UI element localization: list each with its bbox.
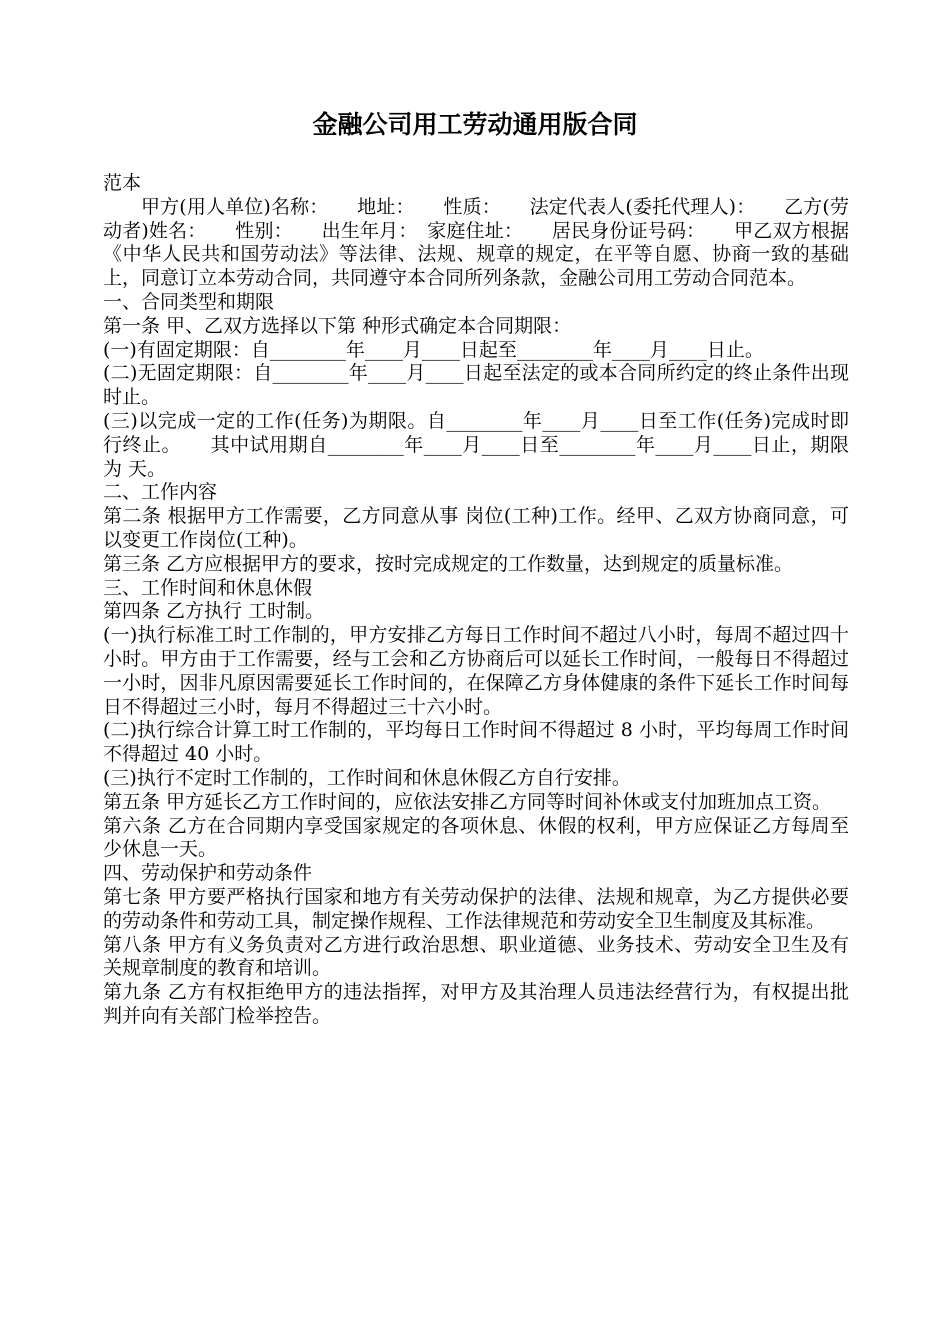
article-4-item-2: (二)执行综合计算工时工作制的，平均每日工作时间不得超过 8 小时，平均每周工作时间不得超过 40 小时。 [103, 719, 849, 766]
article-4: 第四条 乙方执行 工时制。 [103, 600, 325, 623]
article-1-item-1: (一)有固定期限：自________年____月____日起至________年____月____日止。 [103, 338, 764, 361]
article-2: 第二条 根据甲方工作需要，乙方同意从事 岗位(工种)工作。经甲、乙双方协商同意，可以变更工作岗位(工种)。 [103, 505, 849, 551]
section-heading-1: 一、合同类型和期限 [103, 290, 275, 313]
document-body [103, 172, 849, 1029]
article-5: 第五条 甲方延长乙方工作时间的，应依法安排乙方同等时间补休或支付加班加点工资。 [103, 790, 832, 813]
article-4-item-1: (一)执行标准工时工作制的，甲方安排乙方每日工作时间不超过八小时，每周不超过四十小时。甲方由于工作需要，经与工会和乙方协商后可以延长工作时间，一般每日不得超过一小时，因非凡原因需要延长工作时间的，在保障乙方身体健康的条件下延长工作时间每日不得超过三小时，每月不得超过三十六小时。 [103, 624, 849, 718]
article-1: 第一条 甲、乙双方选择以下第 种形式确定本合同期限： [103, 314, 572, 337]
section-heading-3: 三、工作时间和休息休假 [103, 576, 313, 599]
article-3: 第三条 乙方应根据甲方的要求，按时完成规定的工作数量，达到规定的质量标准。 [103, 552, 794, 575]
article-6: 第六条 乙方在合同期内享受国家规定的各项休息、休假的权利，甲方应保证乙方每周至少休息一天。 [103, 814, 849, 861]
article-1-item-3: (三)以完成一定的工作(任务)为期限。自________年____月____日至工作(任务)完成时即行终止。 其中试用期自________年____月____日至________年____月____日止，期限为 天。 [103, 409, 849, 480]
article-1-item-2: (二)无固定期限：自________年____月____日起至法定的或本合同所约定的终止条件出现时止。 [103, 362, 849, 409]
paragraph-parties: 甲方(用人单位)名称： 地址： 性质： 法定代表人(委托代理人)： 乙方(劳动者)姓名： 性别： 出生年月： 家庭住址： 居民身份证号码： 甲乙双方根据《中华人民共和国劳动法》等法律、法规、规章的规定，在平等自愿、协商一致的基础上，同意订立本劳动合同，共同遵守本合同所列条款，金融公司用工劳动合同范本。 [103, 195, 849, 290]
article-4-item-3: (三)执行不定时工作制的，工作时间和休息休假乙方自行安排。 [103, 766, 631, 789]
article-8: 第八条 甲方有义务负责对乙方进行政治思想、职业道德、业务技术、劳动安全卫生及有关规章制度的教育和培训。 [103, 933, 849, 980]
article-9: 第九条 乙方有权拒绝甲方的违法指挥，对甲方及其治理人员违法经营行为，有权提出批判并向有关部门检举控告。 [103, 981, 849, 1027]
paragraph-fanben: 范本 [103, 172, 142, 194]
section-heading-4: 四、劳动保护和劳动条件 [103, 862, 313, 885]
article-7: 第七条 甲方要严格执行国家和地方有关劳动保护的法律、法规和规章，为乙方提供必要的劳动条件和劳动工具，制定操作规程、工作法律规范和劳动安全卫生制度及其标准。 [103, 885, 849, 932]
section-heading-2: 二、工作内容 [103, 481, 218, 504]
document-title: 金融公司用工劳动通用版合同 [312, 110, 638, 139]
